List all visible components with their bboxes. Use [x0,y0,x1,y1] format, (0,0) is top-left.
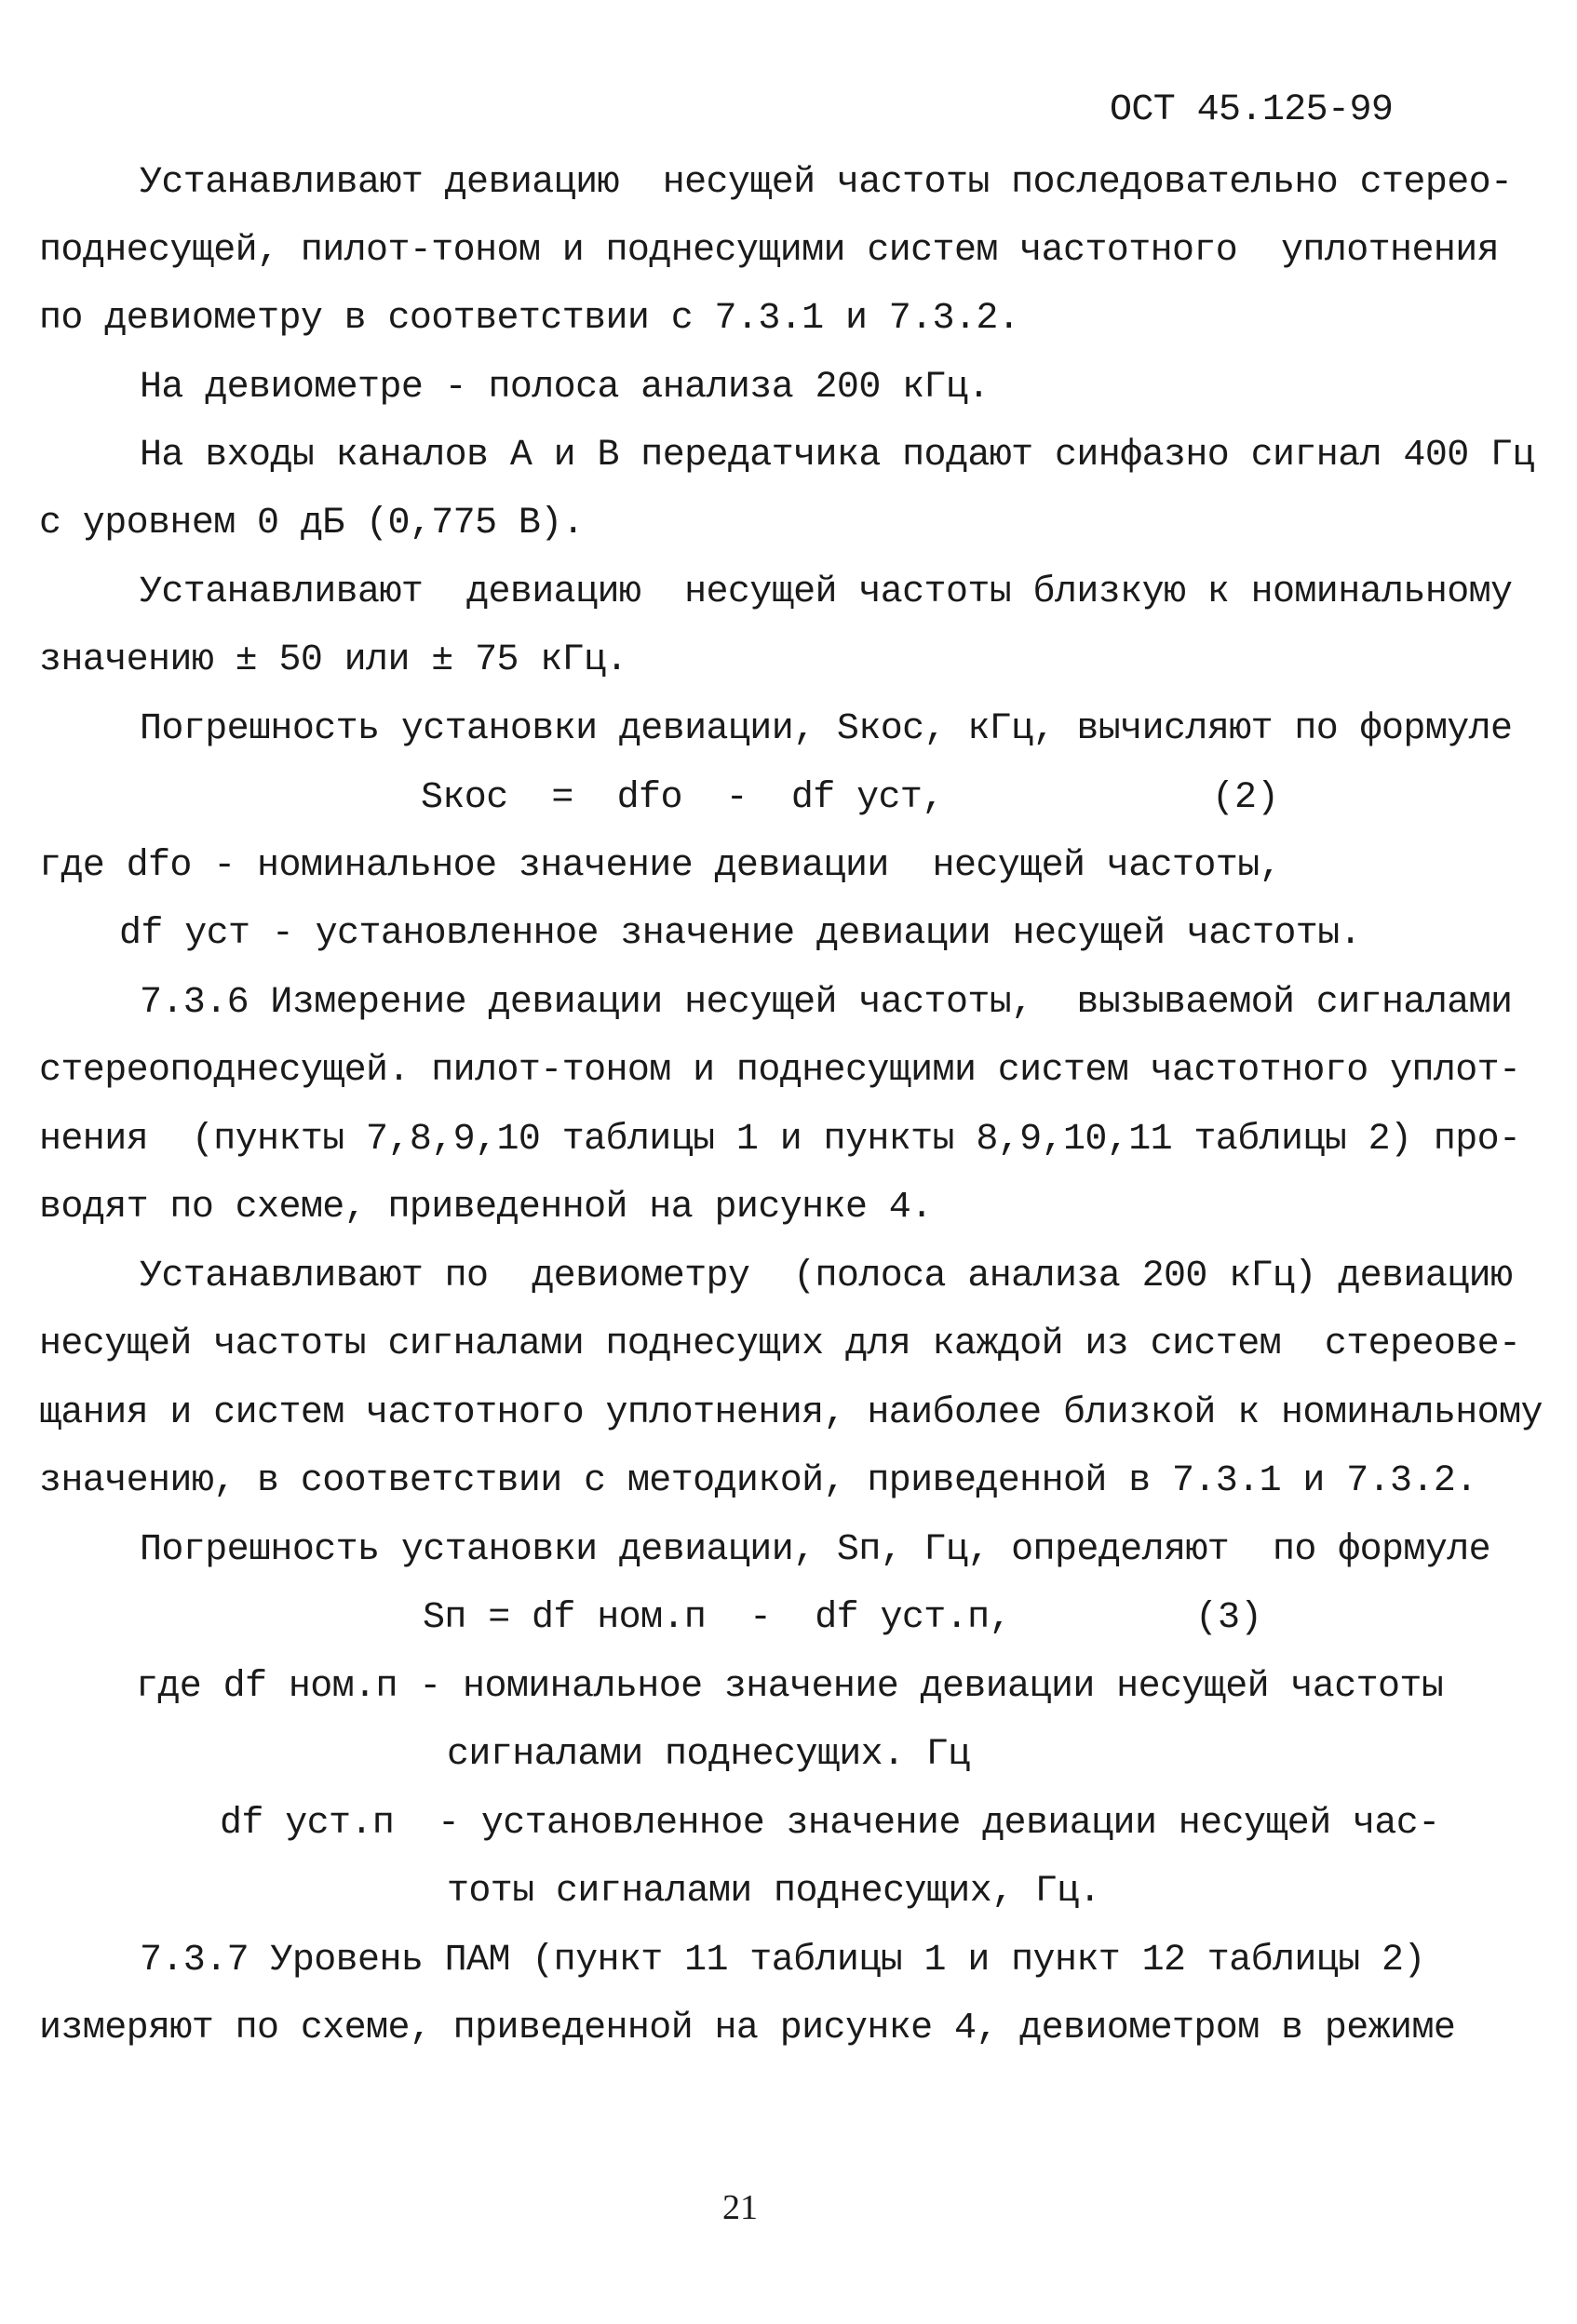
equation-2-label: (2) [1212,777,1280,819]
page-number: 21 [722,2188,758,2227]
text-line: сигналами поднесущих. Гц [447,1734,970,1776]
text-line: Устанавливают по девиометру (полоса анализа 200 кГц) девиацию [140,1256,1513,1297]
text-line: значению ± 50 или ± 75 кГц. [39,639,627,681]
text-line: Устанавливают девиацию несущей частоты последовательно стерео- [140,162,1513,204]
text-line: стереоподнесущей. пилот-тоном и поднесущими систем частотного уплот- [39,1050,1521,1092]
text-line: тоты сигналами поднесущих, Гц. [447,1871,1101,1913]
equation-2: Sкос = dfo - df уст, [421,777,944,819]
equation-3: Sп = df ном.п - df уст.п, [423,1597,1011,1639]
text-line: Погрешность установки девиации, Sкос, кГц, вычисляют по формуле [140,708,1513,750]
text-line: несущей частоты сигналами поднесущих для каждой из систем стереове- [39,1323,1521,1365]
document-id: ОСТ 45.125-99 [1110,89,1394,131]
text-line: с уровнем 0 дБ (0,775 В). [39,503,585,544]
text-line: На входы каналов А и В передатчика подают синфазно сигнал 400 Гц [140,435,1534,477]
text-line: Устанавливают девиацию несущей частоты близкую к номинальному [140,571,1513,613]
text-line: Погрешность установки девиации, Sп, Гц, определяют по формуле [140,1529,1491,1571]
text-line: измеряют по схеме, приведенной на рисунке 4, девиометром в режиме [39,2008,1456,2049]
text-line: водят по схеме, приведенной на рисунке 4. [39,1187,933,1229]
text-line: 7.3.7 Уровень ПАМ (пункт 11 таблицы 1 и пункт 12 таблицы 2) [140,1940,1425,1981]
text-line: где dfo - номинальное значение девиации несущей частоты, [39,845,1282,887]
text-line: нения (пункты 7,8,9,10 таблицы 1 и пункты 8,9,10,11 таблицы 2) про- [39,1119,1521,1161]
text-line: На девиометре - полоса анализа 200 кГц. [140,367,990,409]
equation-3-label: (3) [1195,1597,1263,1639]
text-line: щания и систем частотного уплотнения, наиболее близкой к номинальному [39,1392,1543,1434]
text-line: по девиометру в соответствии с 7.3.1 и 7.3.2. [39,298,1020,340]
text-line: 7.3.6 Измерение девиации несущей частоты, вызываемой сигналами [140,982,1513,1024]
text-line: df уст - установленное значение девиации несущей частоты. [119,913,1362,955]
text-line: поднесущей, пилот-тоном и поднесущими систем частотного уплотнения [39,230,1500,272]
text-line: df уст.п - установленное значение девиации несущей час- [220,1803,1440,1845]
text-line: значению, в соответствии с методикой, приведенной в 7.3.1 и 7.3.2. [39,1460,1477,1502]
text-line: где df ном.п - номинальное значение девиации несущей частоты [136,1666,1444,1708]
